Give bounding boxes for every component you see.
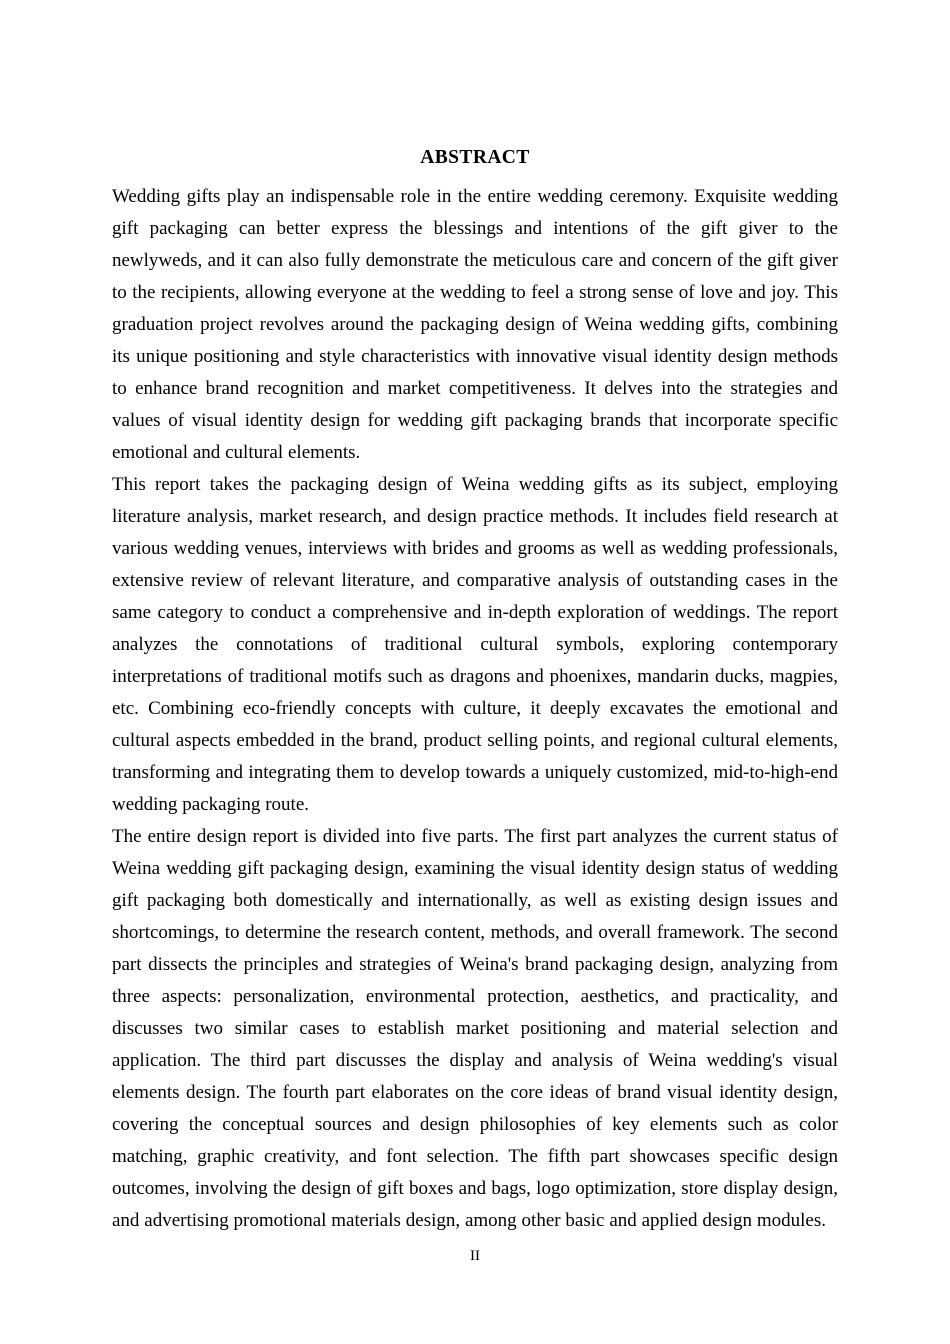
page-title: ABSTRACT bbox=[420, 147, 530, 168]
page-number: II bbox=[470, 1248, 480, 1264]
abstract-paragraph-2: This report takes the packaging design of Weina wedding gifts as its subject, employing literature analysis, market research, and design practice methods. It includes field research at various wedding venues, interviews with brides and grooms as well as wedding professionals, extensive review of relevant literature, and comparative analysis of outstanding cases in the same category to conduct a comprehensive and in-depth exploration of weddings. The report analyzes the connotations of traditional cultural symbols, exploring contemporary interpretations of traditional motifs such as dragons and phoenixes, mandarin ducks, magpies, etc. Combining eco-friendly concepts with culture, it deeply excavates the emotional and cultural aspects embedded in the brand, product selling points, and regional cultural elements, transforming and integrating them to develop towards a uniquely customized, mid-to-high-end wedding packaging route. bbox=[112, 473, 838, 815]
abstract-paragraph-3: The entire design report is divided into five parts. The first part analyzes the current status of Weina wedding gift packaging design, examining the visual identity design status of wedding gift packaging both domestically and internationally, as well as existing design issues and shortcomings, to determine the research content, methods, and overall framework. The second part dissects the principles and strategies of Weina's brand packaging design, analyzing from three aspects: personalization, environmental protection, aesthetics, and practicality, and discusses two similar cases to establish market positioning and material selection and application. The third part discusses the display and analysis of Weina wedding's visual elements design. The fourth part elaborates on the core ideas of brand visual identity design, covering the conceptual sources and design philosophies of key elements such as color matching, graphic creativity, and font selection. The fifth part showcases specific design outcomes, involving the design of gift boxes and bags, logo optimization, store display design, and advertising promotional materials design, among other basic and applied design modules. bbox=[112, 825, 838, 1231]
abstract-paragraph-1: Wedding gifts play an indispensable role in the entire wedding ceremony. Exquisite wedding gift packaging can better express the blessings and intentions of the gift giver to the newlyweds, and it can also fully demonstrate the meticulous care and concern of the gift giver to the recipients, allowing everyone at the wedding to feel a strong sense of love and joy. This graduation project revolves around the packaging design of Weina wedding gifts, combining its unique positioning and style characteristics with innovative visual identity design methods to enhance brand recognition and market competitiveness. It delves into the strategies and values of visual identity design for wedding gift packaging brands that incorporate specific emotional and cultural elements. bbox=[112, 185, 838, 463]
document-content bbox=[112, 148, 838, 1237]
